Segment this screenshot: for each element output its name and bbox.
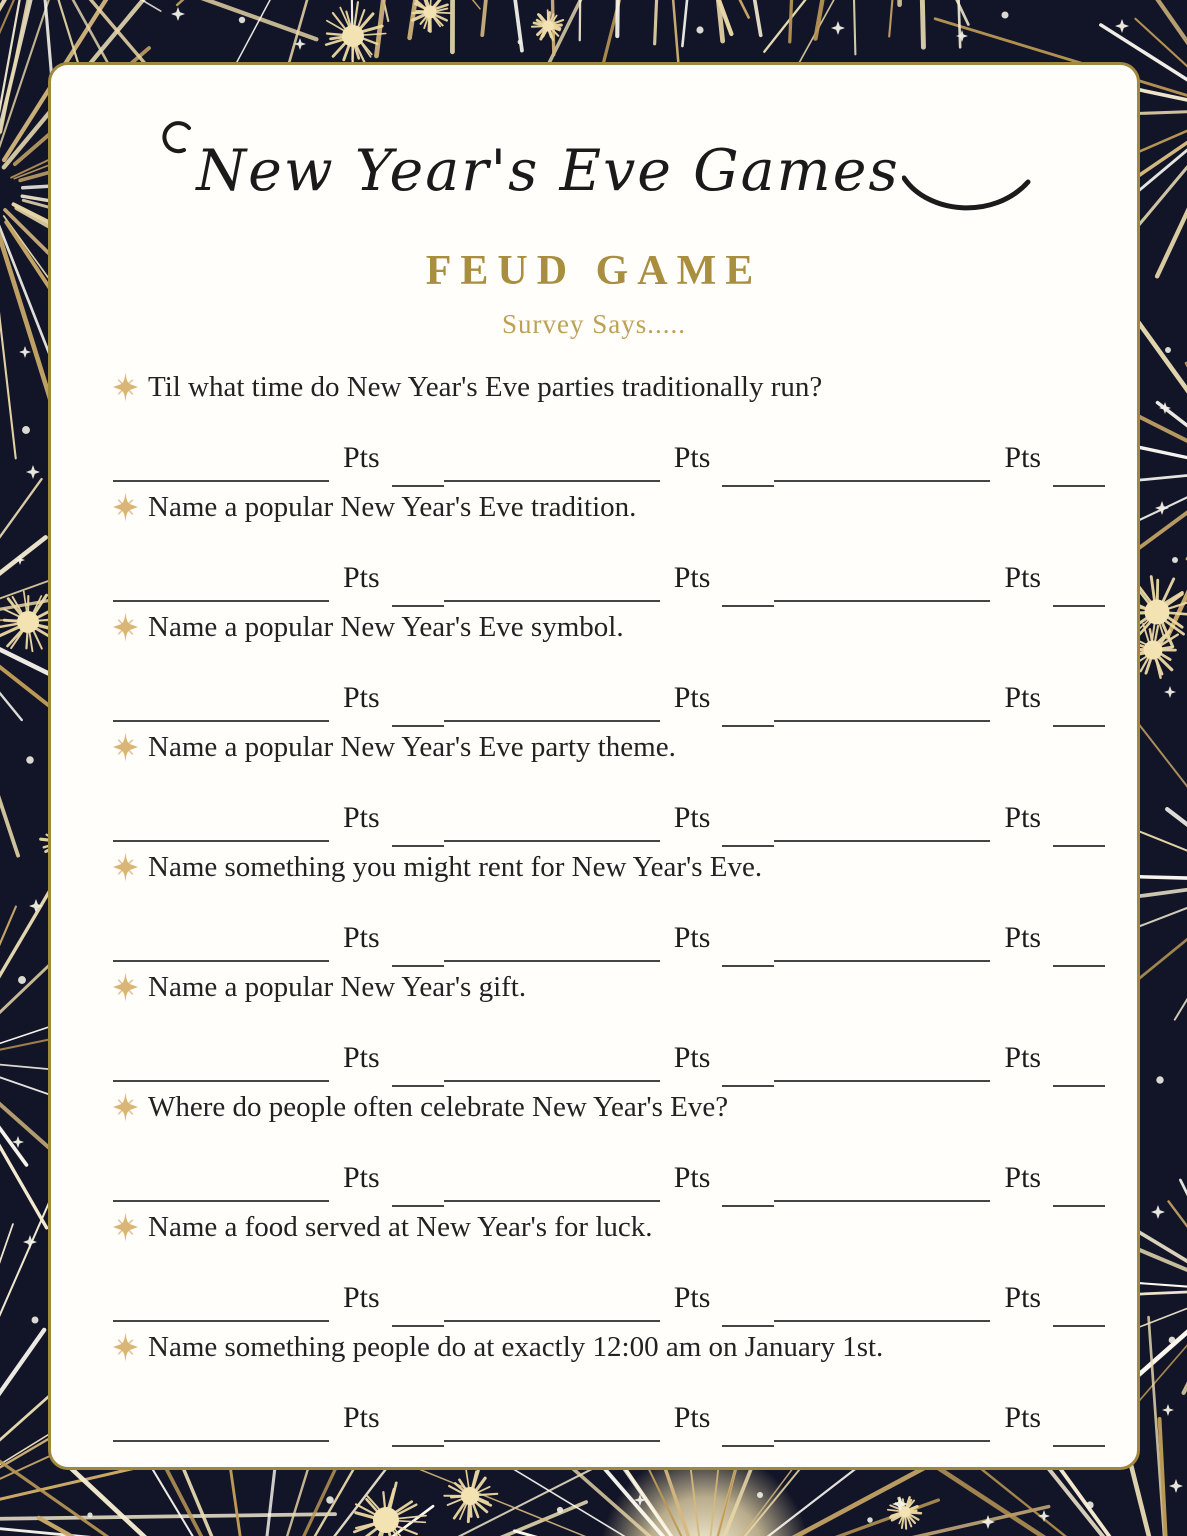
answer-cell xyxy=(774,434,1105,482)
game-heading: FEUD GAME xyxy=(425,248,763,294)
points-blank-line xyxy=(722,679,774,727)
answer-blank-line xyxy=(444,434,660,482)
pts-label: Pts xyxy=(1004,1281,1042,1314)
answer-cell xyxy=(444,674,775,722)
points-blank-line xyxy=(722,799,774,847)
worksheet-card xyxy=(48,62,1140,1470)
question-line xyxy=(113,1086,1075,1128)
question-text: Where do people often celebrate New Year's Eve? xyxy=(148,1090,729,1123)
answer-cell xyxy=(444,1274,775,1322)
answer-cell xyxy=(113,674,444,722)
points-row xyxy=(113,1154,1075,1202)
points-blank-line xyxy=(1053,439,1105,487)
answer-cell xyxy=(444,914,775,962)
points-blank-line xyxy=(392,1159,444,1207)
answer-cell xyxy=(444,794,775,842)
answer-blank-line xyxy=(113,554,329,602)
answer-cell xyxy=(774,794,1105,842)
question-line xyxy=(113,1326,1075,1368)
pts-label: Pts xyxy=(1004,681,1042,714)
pts-label: Pts xyxy=(1004,1401,1042,1434)
answer-cell xyxy=(113,794,444,842)
points-blank-line xyxy=(1053,799,1105,847)
pts-label: Pts xyxy=(1004,1161,1042,1194)
question-block xyxy=(113,1086,1075,1202)
pts-label: Pts xyxy=(343,801,380,834)
pts-label: Pts xyxy=(343,681,380,714)
points-blank-line xyxy=(722,559,774,607)
answer-cell xyxy=(113,914,444,962)
question-block xyxy=(113,726,1075,842)
pts-label: Pts xyxy=(343,921,380,954)
answer-blank-line xyxy=(444,1394,660,1442)
tagline: Survey Says..... xyxy=(502,309,686,339)
points-blank-line xyxy=(392,799,444,847)
pts-label: Pts xyxy=(1004,1041,1042,1074)
question-text: Name something you might rent for New Year's Eve. xyxy=(148,850,763,883)
question-text: Name a popular New Year's gift. xyxy=(148,970,527,1003)
points-blank-line xyxy=(722,439,774,487)
pts-label: Pts xyxy=(1004,441,1042,474)
pts-label: Pts xyxy=(673,801,711,834)
swash-left-decoration xyxy=(156,108,192,174)
question-line xyxy=(113,846,1075,888)
answer-cell xyxy=(444,1034,775,1082)
points-blank-line xyxy=(392,1039,444,1087)
answer-blank-line xyxy=(774,434,990,482)
answer-blank-line xyxy=(113,1154,329,1202)
answer-blank-line xyxy=(444,914,660,962)
answer-blank-line xyxy=(113,434,329,482)
answer-cell xyxy=(113,1034,444,1082)
pts-label: Pts xyxy=(343,441,380,474)
sparkle-star-icon xyxy=(113,612,138,642)
answer-blank-line xyxy=(774,674,990,722)
pts-label: Pts xyxy=(1004,801,1042,834)
question-text: Name something people do at exactly 12:00 am on January 1st. xyxy=(148,1330,884,1363)
question-text: Name a popular New Year's Eve party theme. xyxy=(148,730,676,763)
answer-cell xyxy=(444,1154,775,1202)
points-blank-line xyxy=(1053,559,1105,607)
pts-label: Pts xyxy=(343,1161,380,1194)
pts-label: Pts xyxy=(1004,561,1042,594)
answer-blank-line xyxy=(113,674,329,722)
pts-label: Pts xyxy=(343,1041,380,1074)
points-blank-line xyxy=(392,679,444,727)
pts-label: Pts xyxy=(673,1401,711,1434)
points-blank-line xyxy=(722,1159,774,1207)
points-blank-line xyxy=(1053,1399,1105,1447)
points-blank-line xyxy=(722,1039,774,1087)
answer-blank-line xyxy=(774,1034,990,1082)
sparkle-star-icon xyxy=(113,1092,138,1122)
answer-cell xyxy=(113,1274,444,1322)
answer-cell xyxy=(444,434,775,482)
pts-label: Pts xyxy=(673,1161,711,1194)
answer-cell xyxy=(774,554,1105,602)
points-blank-line xyxy=(1053,1279,1105,1327)
question-line xyxy=(113,606,1075,648)
question-line xyxy=(113,486,1075,528)
question-block xyxy=(113,366,1075,482)
answer-blank-line xyxy=(444,1154,660,1202)
points-row xyxy=(113,554,1075,602)
answer-cell xyxy=(774,1394,1105,1442)
points-blank-line xyxy=(392,559,444,607)
sparkle-star-icon xyxy=(113,972,138,1002)
answer-blank-line xyxy=(444,1274,660,1322)
answer-blank-line xyxy=(113,1394,329,1442)
question-text: Til what time do New Year's Eve parties traditionally run? xyxy=(148,370,823,403)
points-blank-line xyxy=(392,1399,444,1447)
sparkle-star-icon xyxy=(113,852,138,882)
answer-cell xyxy=(774,1034,1105,1082)
pts-label: Pts xyxy=(673,1281,711,1314)
answer-blank-line xyxy=(444,674,660,722)
pts-label: Pts xyxy=(343,1401,380,1434)
answer-blank-line xyxy=(774,1274,990,1322)
question-block xyxy=(113,966,1075,1082)
sparkle-star-icon xyxy=(113,1212,138,1242)
question-text: Name a food served at New Year's for luck. xyxy=(148,1210,653,1243)
answer-blank-line xyxy=(113,1274,329,1322)
points-blank-line xyxy=(392,919,444,967)
page-title-text: New Year's Eve Games xyxy=(196,138,900,204)
points-row xyxy=(113,914,1075,962)
answer-cell xyxy=(774,674,1105,722)
questions-list xyxy=(113,366,1075,1442)
points-blank-line xyxy=(722,1279,774,1327)
question-line xyxy=(113,966,1075,1008)
answer-blank-line xyxy=(774,554,990,602)
pts-label: Pts xyxy=(343,1281,380,1314)
question-line xyxy=(113,366,1075,408)
answer-cell xyxy=(113,434,444,482)
answer-blank-line xyxy=(774,794,990,842)
question-block xyxy=(113,1206,1075,1322)
points-blank-line xyxy=(392,439,444,487)
sparkle-star-icon xyxy=(113,372,138,402)
points-row xyxy=(113,1034,1075,1082)
points-blank-line xyxy=(1053,679,1105,727)
answer-cell xyxy=(774,914,1105,962)
points-row xyxy=(113,434,1075,482)
question-block xyxy=(113,846,1075,962)
points-blank-line xyxy=(1053,1039,1105,1087)
points-blank-line xyxy=(1053,919,1105,967)
pts-label: Pts xyxy=(673,561,711,594)
answer-cell xyxy=(113,554,444,602)
pts-label: Pts xyxy=(673,1041,711,1074)
answer-blank-line xyxy=(774,914,990,962)
sparkle-star-icon xyxy=(113,732,138,762)
pts-label: Pts xyxy=(343,561,380,594)
answer-blank-line xyxy=(444,1034,660,1082)
pts-label: Pts xyxy=(673,681,711,714)
question-line xyxy=(113,726,1075,768)
page-title xyxy=(113,121,1075,221)
answer-cell xyxy=(774,1154,1105,1202)
question-block xyxy=(113,606,1075,722)
answer-blank-line xyxy=(774,1154,990,1202)
answer-cell xyxy=(774,1274,1105,1322)
question-block xyxy=(113,486,1075,602)
points-row xyxy=(113,794,1075,842)
points-row xyxy=(113,1274,1075,1322)
points-row xyxy=(113,1394,1075,1442)
answer-blank-line xyxy=(774,1394,990,1442)
points-blank-line xyxy=(722,919,774,967)
sparkle-star-icon xyxy=(113,492,138,522)
answer-cell xyxy=(444,1394,775,1442)
points-blank-line xyxy=(722,1399,774,1447)
sparkle-star-icon xyxy=(113,1332,138,1362)
answer-blank-line xyxy=(113,794,329,842)
points-row xyxy=(113,674,1075,722)
points-blank-line xyxy=(392,1279,444,1327)
pts-label: Pts xyxy=(1004,921,1042,954)
question-text: Name a popular New Year's Eve tradition. xyxy=(148,490,637,523)
question-text: Name a popular New Year's Eve symbol. xyxy=(148,610,624,643)
answer-blank-line xyxy=(444,554,660,602)
swash-right-decoration xyxy=(902,166,1032,236)
answer-blank-line xyxy=(113,1034,329,1082)
answer-cell xyxy=(444,554,775,602)
question-line xyxy=(113,1206,1075,1248)
answer-cell xyxy=(113,1154,444,1202)
answer-blank-line xyxy=(444,794,660,842)
answer-blank-line xyxy=(113,914,329,962)
pts-label: Pts xyxy=(673,921,711,954)
points-blank-line xyxy=(1053,1159,1105,1207)
pts-label: Pts xyxy=(673,441,711,474)
answer-cell xyxy=(113,1394,444,1442)
question-block xyxy=(113,1326,1075,1442)
